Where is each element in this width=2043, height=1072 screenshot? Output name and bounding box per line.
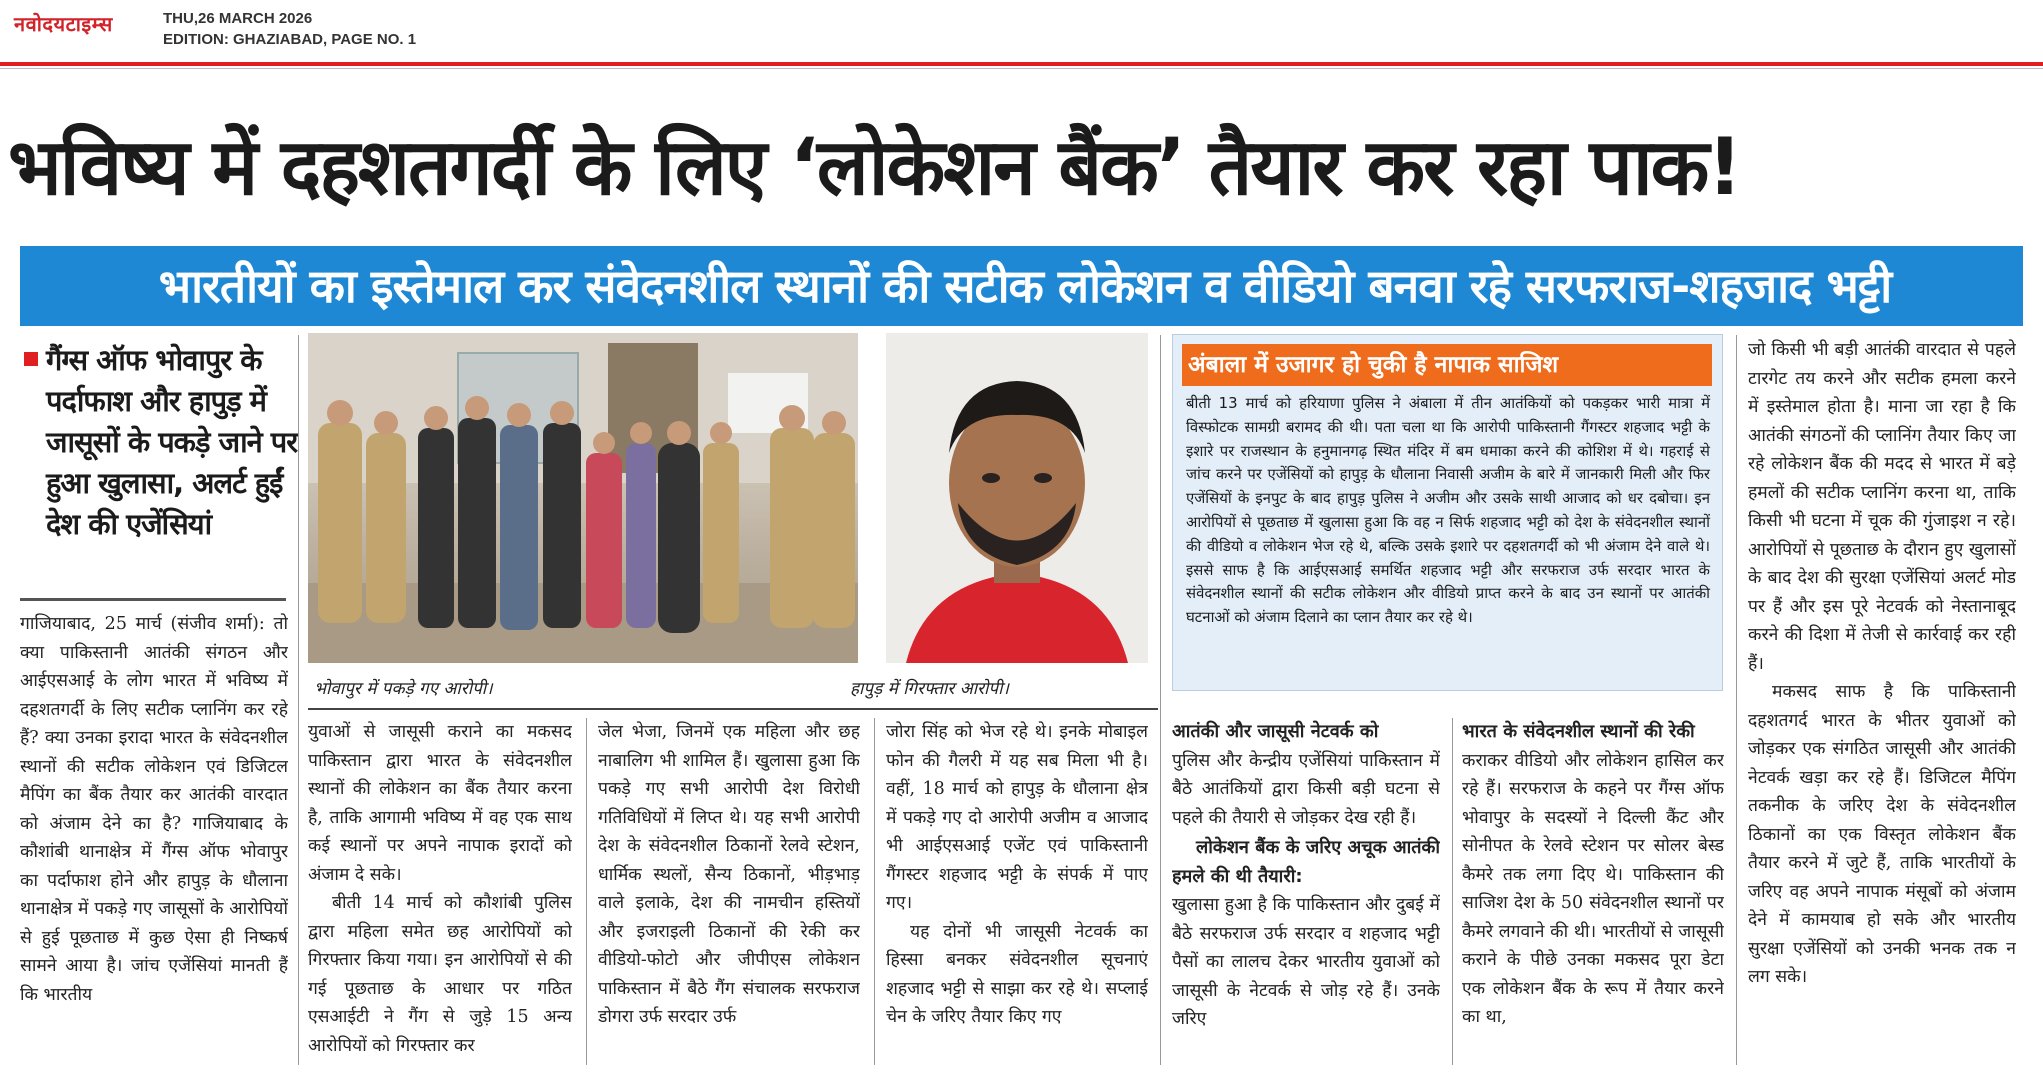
column-divider	[1452, 718, 1453, 1065]
caption-rule	[308, 708, 1158, 710]
masthead-rule	[0, 62, 2043, 66]
date-line: THU,26 MARCH 2026	[163, 10, 313, 27]
masthead-rule-thin	[0, 68, 2043, 69]
column-divider	[1160, 335, 1161, 1065]
article-column-7	[1748, 336, 2016, 1065]
article-column-3: जेल भेजा, जिनमें एक महिला और छह नाबालिग भी शामिल हैं। खुलासा हुआ कि पकड़े गए सभी आरोपी देश विरोधी गतिविधियों में लिप्त थे। यह सभी आरोपी देश के संवेदनशील ठिकानों रेलवे स्टेशन, धार्मिक स्थलों, सैन्य ठिकानों, भीड़भाड़ वाले इलाके, देश की नामचीन हस्तियों और इजराइली ठिकानों की रेकी कर वीडियो-फोटो और जीपीएस लोकेशन पाकिस्तान में बैठे गैंग संचालक सरफराज डोगरा उर्फ सरदार उर्फ	[598, 722, 860, 1027]
column-divider	[586, 718, 587, 1065]
deck-rule	[20, 598, 286, 601]
sidebar-text: बीती 13 मार्च को हरियाणा पुलिस ने अंबाला में तीन आतंकियों को पकड़कर भारी मात्रा में विस्फोटक सामग्री बरामद की थी। पता चला था कि आरोपी पाकिस्तानी गैंगस्टर शहजाद भट्टी के इशारे पर राजस्थान के हनुमानगढ़ स्थित मंदिर में बम धमाका करने की कोशिश में थे। गहराई से जांच करने पर एजेंसियों को हापुड़ के धौलाना निवासी अजीम के बारे में जानकारी मिली और फिर एजेंसियों के इनपुट के बाद हापुड़ पुलिस ने अजीम और उसके साथी आजाद को धर दबोचा। इन आरोपियों से पूछताछ में खुलासा हुआ कि वह न सिर्फ शहजाद भट्टी को देश के संवेदनशील स्थानों की वीडियो व लोकेशन भेज रहे थे, बल्कि उसके इशारे पर दहशतगर्दी को भी अंजाम देने वाले थे। इससे साफ है कि आईएसआई समर्थित शहजाद भट्टी और सरफराज उर्फ सरदार भारत के संवेदनशील स्थानों की सटीक लोकेशन और वीडियो प्राप्त करने के बाद उन स्थानों पर आतंकी घटनाओं को अंजाम दिलाने का प्लान तैयार कर रहे थे।	[1186, 394, 1710, 627]
column-6-subhead: भारत के संवेदनशील स्थानों की रेकी	[1462, 721, 1695, 742]
sidebar-title: अंबाला में उजागर हो चुकी है नापाक साजिश	[1188, 352, 1559, 378]
column-7-para-1: जो किसी भी बड़ी आतंकी वारदात से पहले टारगेट तय करने और सटीक हमला करने में इस्तेमाल होता है। माना जा रहा है कि आतंकी संगठनों की प्लानिंग तैयार किए जा रहे लोकेशन बैंक की मदद से भारत में बड़े हमलों की सटीक प्लानिंग करना था, ताकि किसी भी घटना में चूक की गुंजाइश न रहे। आरोपियों से पूछताछ के दौरान हुए खुलासों के बाद देश की सुरक्षा एजेंसियां अलर्ट मोड पर हैं और इस पूरे नेटवर्क को नेस्तानाबूद करने की दिशा में तेजी से कार्रवाई कर रही हैं।	[1748, 340, 2016, 674]
column-6-para: कराकर वीडियो और लोकेशन हासिल कर रहे हैं। सरफराज के कहने पर गैंग्स ऑफ भोवापुर के सदस्यों ने दिल्ली कैंट और सोनीपत के रेलवे स्टेशन पर सोलर बेस्ड कैमरे तक लगा दिए थे। पाकिस्तान की साजिश देश के 50 संवेदनशील स्थानों पर कैमरे लगवाने की थी। भारतीयों से जासूसी कराने के पीछे उनका मकसद पूरा डेटा एक लोकेशन बैंक के रूप में तैयार करने का था,	[1462, 750, 1724, 1027]
column-2-para-2: बीती 14 मार्च को कौशांबी पुलिस द्वारा महिला समेत छह आरोपियों को गिरफ्तार किया गया। इन आरोपियों से की गई पूछताछ के आधार पर गठित एसआईटी ने गैंग से जुड़े 15 अन्य आरोपियों को गिरफ्तार कर	[308, 893, 572, 1056]
column-4-para-2: यह दोनों भी जासूसी नेटवर्क का हिस्सा बनकर संवेदनशील सूचनाएं शहजाद भट्टी से साझा कर रहे थे। सप्लाई चेन के जरिए तैयार किए गए	[886, 921, 1148, 1027]
column-divider	[1736, 335, 1737, 1065]
main-headline: भविष्य में दहशतगर्दी के लिए ‘लोकेशन बैंक’ तैयार कर रहा पाक!	[8, 123, 1741, 213]
article-column-5	[1172, 718, 1440, 1065]
deck-bullet-icon	[24, 352, 38, 366]
article-column-1: गाजियाबाद, 25 मार्च (संजीव शर्मा): तो क्या पाकिस्तानी आतंकी संगठन और आईएसआई के लोग भारत में भविष्य में दहशतगर्दी के लिए सटीक प्लानिंग कर रहे हैं? क्या उनका इरादा भारत के संवेदनशील स्थानों की सटीक लोकेशन एवं डिजिटल मैपिंग का बैंक तैयार कर आतंकी वारदात को अंजाम देने का है? गाजियाबाद के कौशांबी थानाक्षेत्र में गैंग्स ऑफ भोवापुर का पर्दाफाश होने और हापुड़ के धौलाना थानाक्षेत्र में पकड़े गए जासूसों के आरोपियों से हुई पूछताछ में कुछ ऐसा ही निष्कर्ष सामने आया है। जांच एजेंसियां मानती हैं कि भारतीय	[20, 614, 288, 1005]
column-2-para-1: युवाओं से जासूसी कराने का मकसद पाकिस्तान द्वारा भारत के संवेदनशील स्थानों की लोकेशन का बैंक तैयार करना है, ताकि आगामी भविष्य में वह एक साथ कई स्थानों पर अपने नापाक इरादों को अंजाम दे सके।	[308, 722, 572, 885]
subheadline: भारतीयों का इस्तेमाल कर संवेदनशील स्थानों की सटीक लोकेशन व वीडियो बनवा रहे सरफराज-शहजाद भट्टी	[158, 259, 1892, 313]
edition-line: EDITION: GHAZIABAD, PAGE NO. 1	[163, 31, 417, 48]
column-divider	[298, 335, 299, 1065]
article-column-6	[1462, 718, 1724, 1065]
group-photo-illustration	[308, 333, 858, 663]
column-4-para-1: जोरा सिंह को भेज रहे थे। इनके मोबाइल फोन की गैलरी में यह सब मिला भी है। वहीं, 18 मार्च को हापुड़ के धौलाना क्षेत्र में पकड़े गए दो आरोपी अजीम व आजाद भी आईएसआई एजेंट एवं पाकिस्तानी गैंगस्टर शहजाद भट्टी के संपर्क में पाए गए।	[886, 722, 1148, 913]
column-7-para-2: मकसद साफ है कि पाकिस्तानी दहशतगर्द भारत के भीतर युवाओं को जोड़कर एक संगठित जासूसी और आतंकी नेटवर्क खड़ा कर रहे हैं। डिजिटल मैपिंग तकनीक के जरिए देश के संवेदनशील ठिकानों का एक विस्तृत लोकेशन बैंक तैयार करने में जुटे हैं, ताकि भारतीयों के जरिए वह अपने नापाक मंसूबों को अंजाम देने में कामयाब हो सके और भारतीय सुरक्षा एजेंसियों को उनकी भनक तक न लग सके।	[1748, 682, 2016, 987]
column-5-subhead-1: आतंकी और जासूसी नेटवर्क को	[1172, 721, 1379, 742]
portrait-illustration	[886, 333, 1148, 663]
article-column-4	[886, 718, 1148, 1065]
article-column-2	[308, 718, 572, 1065]
edition-meta	[163, 8, 416, 50]
column-divider	[874, 718, 875, 1065]
column-5-para-1: पुलिस और केन्द्रीय एजेंसियां पाकिस्तान में बैठे आतंकियों द्वारा किसी बड़ी घटना से पहले की तैयारी से जोड़कर देख रही हैं।	[1172, 750, 1440, 828]
column-5-para-2: खुलासा हुआ है कि पाकिस्तान और दुबई में बैठे सरफराज उर्फ सरदार व शहजाद भट्टी पैसों का लालच देकर भारतीय युवाओं को जासूसी के नेटवर्क से जोड़ रहे हैं। उनके जरिए	[1172, 895, 1440, 1029]
caption-photo-1: भोवापुर में पकड़े गए आरोपी।	[314, 679, 493, 699]
photo-bhowapur-accused	[308, 333, 858, 663]
newspaper-logo: नवोदयटाइम्स	[14, 12, 113, 36]
photo-hapur-accused	[886, 333, 1148, 663]
caption-photo-2: हापुड़ में गिरफ्तार आरोपी।	[850, 679, 1009, 699]
column-5-subhead-2: लोकेशन बैंक के जरिए अचूक आतंकी हमले की थी तैयारी:	[1172, 837, 1440, 887]
story-deck: गैंग्स ऑफ भोवापुर के पर्दाफाश और हापुड़ में जासूसों के पकड़े जाने पर हुआ खुलासा, अलर्ट हुईं देश की एजेंसियां	[46, 343, 298, 541]
